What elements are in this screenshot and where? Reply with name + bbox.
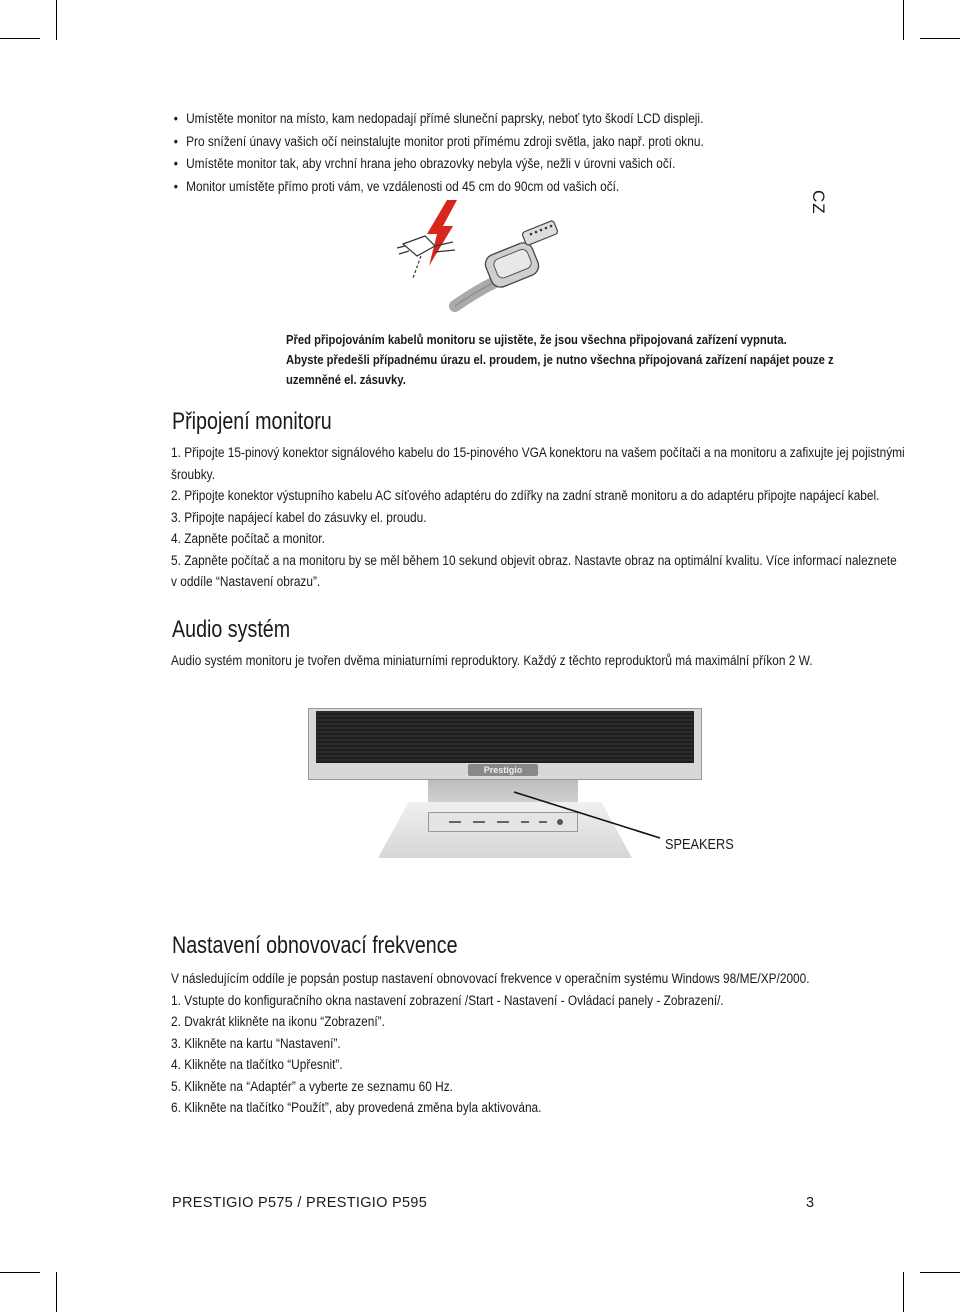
bullet-item: • Pro snížení únavy vašich očí neinstalujte monitor proti přímému zdroji světla, jako např. proti oknu.: [172, 131, 704, 154]
refresh-line: 3. Klikněte na kartu “Nastavení”.: [171, 1035, 341, 1051]
crop-mark: [903, 0, 904, 40]
refresh-line: V následujícím oddíle je popsán postup nastavení obnovovací frekvence v operačním systému Windows 98/ME/XP/2000.: [171, 971, 810, 986]
refresh-line: 4. Klikněte na tlačítko “Upřesnit”.: [171, 1057, 343, 1072]
cable-illustration: [395, 196, 575, 324]
crop-mark: [0, 38, 40, 39]
monitor-screen: [316, 711, 694, 763]
audio-text: [171, 650, 813, 672]
speakers-callout-line: [512, 790, 662, 850]
warning-line: Abyste předešli případnému úrazu el. proudem, je nutno všechna připojovaná zařízení napájet pouze z: [286, 353, 834, 367]
bullet-item: • Umístěte monitor tak, aby vrchní hrana jeho obrazovky nebyla výše, nežli v úrovni vašich očí.: [172, 153, 704, 176]
crop-mark: [920, 1272, 960, 1273]
refresh-line: 5. Klikněte na “Adaptér” a vyberte ze seznamu 60 Hz.: [171, 1078, 453, 1094]
connect-line: 1. Připojte 15-pinový konektor signálového kabelu do 15-pinového VGA konektoru na vašem počítači a na monitoru a zafixujte jej pojistnými: [171, 445, 905, 460]
audio-line: Audio systém monitoru je tvořen dvěma miniaturními reproduktory. Každý z těchto reproduktorů má maximální příkon 2 W.: [171, 653, 813, 668]
warning-line: uzemněné el. zásuvky.: [286, 373, 406, 387]
control-button: [497, 821, 509, 823]
warning-line: Před připojováním kabelů monitoru se ujistěte, že jsou všechna připojovaná zařízení vypnuta.: [286, 333, 787, 347]
connect-line: 3. Připojte napájecí kabel do zásuvky el. proudu.: [171, 509, 427, 525]
crop-mark: [920, 38, 960, 39]
bullet-item: • Umístěte monitor na místo, kam nedopadají přímé sluneční paprsky, neboť tyto škodí LCD displeji.: [172, 108, 704, 131]
refresh-line: 6. Klikněte na tlačítko “Použít”, aby provedená změna byla aktivována.: [171, 1100, 542, 1115]
brand-logo: Prestigio: [468, 764, 538, 776]
refresh-line: 1. Vstupte do konfiguračního okna nastavení zobrazení /Start - Nastavení - Ovládací panely - Zobrazení/.: [171, 992, 724, 1008]
refresh-line: 2. Dvakrát klikněte na ikonu “Zobrazení”.: [171, 1014, 385, 1029]
control-button: [473, 821, 485, 823]
refresh-steps: [171, 968, 810, 1119]
connect-line: 5. Zapněte počítač a na monitoru by se měl během 10 sekund objevit obraz. Nastavte obraz na optimální kvalitu. Více informací naleznete: [171, 552, 897, 568]
footer-model: PRESTIGIO P575 / PRESTIGIO P595: [172, 1195, 428, 1211]
placement-bullets: [172, 108, 704, 198]
crop-mark: [903, 1272, 904, 1312]
bullet-item: • Monitor umístěte přímo proti vám, ve vzdálenosti od 45 cm do 90cm od vašich očí.: [172, 176, 704, 199]
speakers-label: SPEAKERS: [665, 836, 734, 853]
connect-line: 4. Zapněte počítač a monitor.: [171, 531, 325, 546]
control-button: [449, 821, 461, 823]
crop-mark: [56, 1272, 57, 1312]
connect-steps: [171, 442, 905, 593]
connect-line: v oddíle “Nastavení obrazu”.: [171, 574, 321, 589]
page-number: 3: [806, 1195, 815, 1211]
power-plug-icon: [397, 236, 455, 278]
lightning-icon: [427, 200, 457, 266]
connect-line: šroubky.: [171, 466, 216, 482]
section-title-audio: Audio systém: [172, 616, 291, 643]
crop-mark: [56, 0, 57, 40]
connect-line: 2. Připojte konektor výstupního kabelu AC síťového adaptéru do zdířky na zadní straně monitoru a do adaptéru připojte napájecí kabel.: [171, 488, 880, 503]
vga-connector-icon: [455, 220, 558, 306]
safety-warning: [286, 330, 844, 390]
section-title-refresh: Nastavení obnovovací frekvence: [172, 932, 458, 959]
language-tab: CZ: [809, 190, 828, 215]
section-title-connect: Připojení monitoru: [172, 408, 332, 435]
crop-mark: [0, 1272, 40, 1273]
